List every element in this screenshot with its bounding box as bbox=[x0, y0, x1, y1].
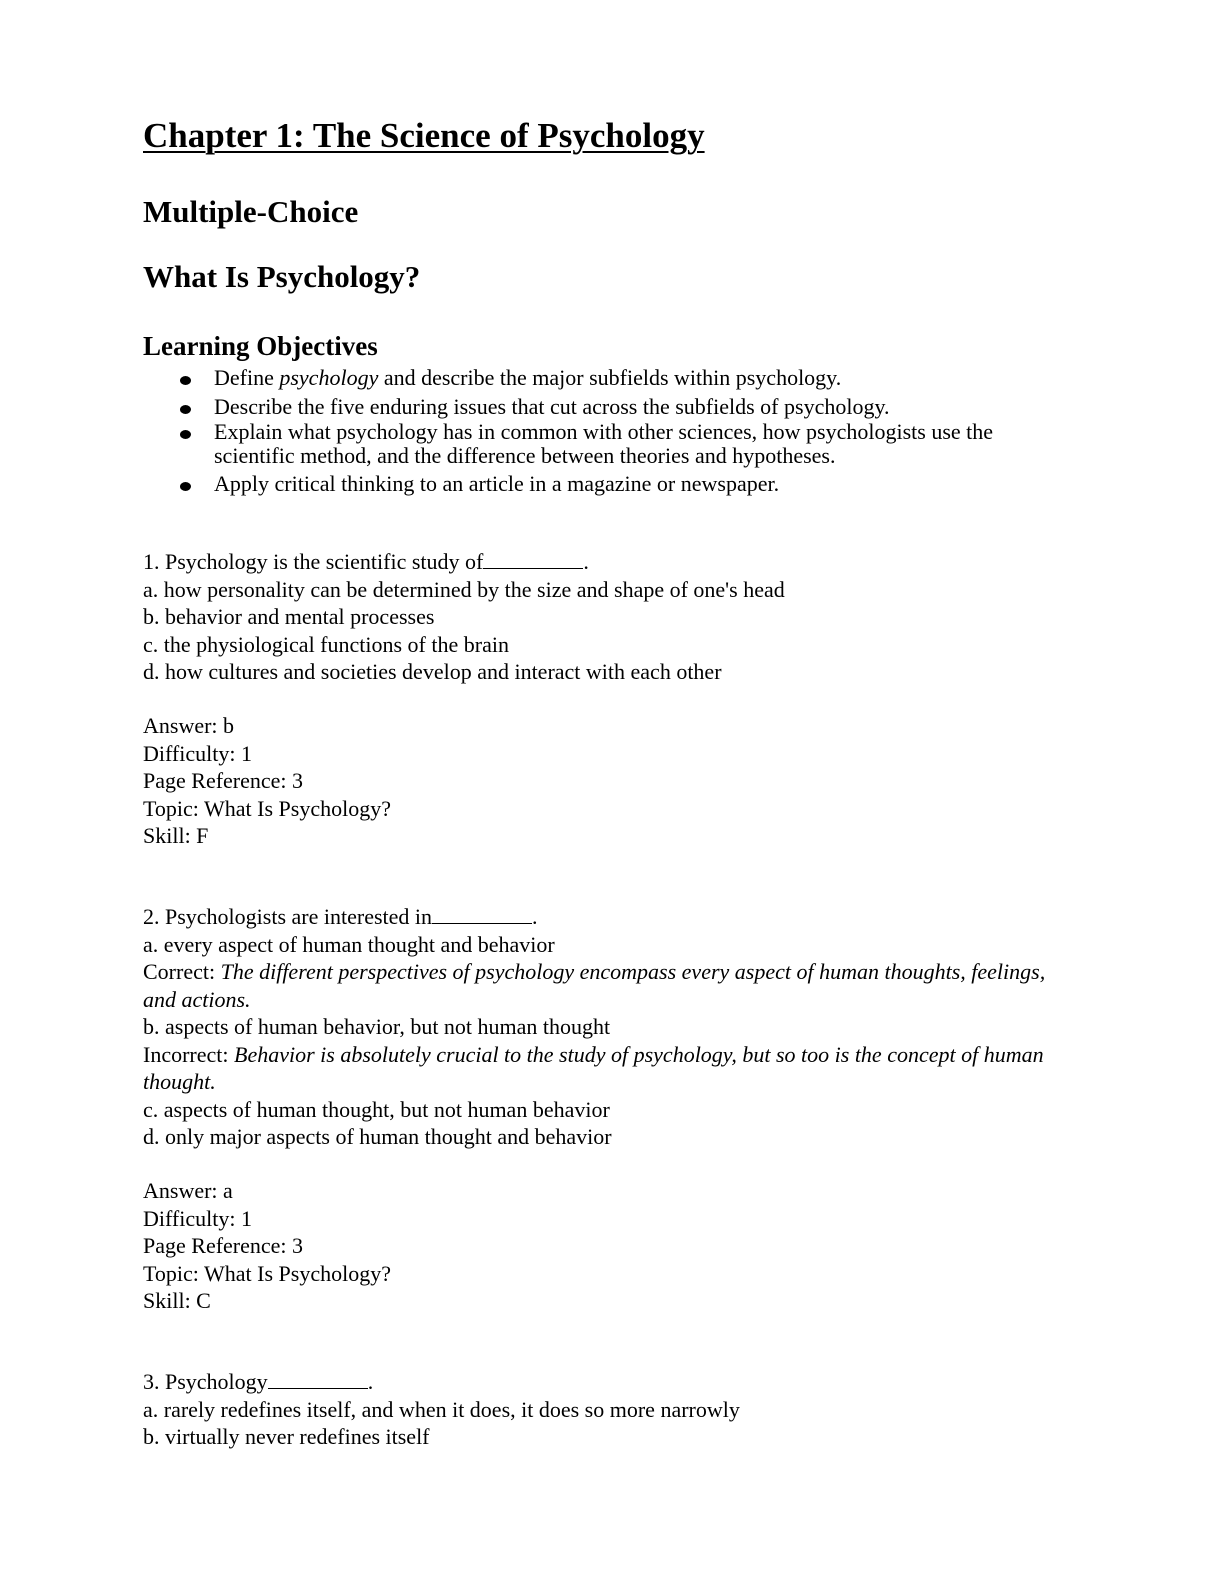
question-2 bbox=[143, 903, 1073, 1151]
objective-item: Explain what psychology has in common with other sciences, how psychologists use the scientific method, and the difference between theories and hypotheses. bbox=[143, 420, 1073, 468]
skill: Skill: C bbox=[143, 1288, 211, 1313]
question-1-meta bbox=[143, 712, 391, 850]
skill: Skill: F bbox=[143, 823, 209, 848]
question-2-meta bbox=[143, 1177, 391, 1315]
difficulty: Difficulty: 1 bbox=[143, 1205, 252, 1231]
option-d: d. how cultures and societies develop and interact with each other bbox=[143, 659, 722, 684]
subsection-heading: What Is Psychology? bbox=[143, 259, 421, 294]
chapter-title: Chapter 1: The Science of Psychology bbox=[143, 116, 705, 155]
question-stem: 1. Psychology is the scientific study of . bbox=[143, 549, 589, 574]
answer: Answer: a bbox=[143, 1178, 233, 1203]
learning-objectives-heading: Learning Objectives bbox=[143, 331, 378, 361]
learning-objectives-list bbox=[143, 366, 1073, 496]
correct-feedback: Correct: The different perspectives of psychology encompass every aspect of human thoughts, feelings, and actions. bbox=[143, 959, 1046, 1012]
option-a: a. every aspect of human thought and behavior bbox=[143, 931, 555, 957]
option-c: c. aspects of human thought, but not human behavior bbox=[143, 1096, 610, 1122]
option-d: d. only major aspects of human thought and behavior bbox=[143, 1124, 612, 1149]
answer: Answer: b bbox=[143, 713, 235, 738]
option-a: a. rarely redefines itself, and when it does, it does so more narrowly bbox=[143, 1396, 740, 1422]
answer-blank bbox=[432, 905, 532, 924]
topic: Topic: What Is Psychology? bbox=[143, 795, 391, 821]
bullet-icon bbox=[180, 430, 191, 439]
topic: Topic: What Is Psychology? bbox=[143, 1260, 391, 1286]
objective-item: Define psychology and describe the major subfields within psychology. bbox=[143, 366, 1073, 390]
bullet-icon bbox=[180, 405, 191, 414]
option-a: a. how personality can be determined by the size and shape of one's head bbox=[143, 576, 785, 602]
option-c: c. the physiological functions of the brain bbox=[143, 631, 509, 657]
option-b: b. behavior and mental processes bbox=[143, 604, 435, 629]
option-b: b. aspects of human behavior, but not human thought bbox=[143, 1014, 611, 1039]
question-1 bbox=[143, 548, 1073, 686]
incorrect-feedback: Incorrect: Behavior is absolutely crucial to the study of psychology, but so too is the concept of human thought. bbox=[143, 1041, 1044, 1094]
question-3 bbox=[143, 1368, 1073, 1451]
answer-blank bbox=[483, 550, 583, 569]
difficulty: Difficulty: 1 bbox=[143, 740, 252, 766]
objective-item: Describe the five enduring issues that cut across the subfields of psychology. bbox=[143, 395, 1073, 419]
bullet-icon bbox=[180, 376, 191, 385]
option-b: b. virtually never redefines itself bbox=[143, 1424, 430, 1449]
objective-item: Apply critical thinking to an article in a magazine or newspaper. bbox=[143, 472, 1073, 496]
page-reference: Page Reference: 3 bbox=[143, 1233, 304, 1258]
section-heading: Multiple-Choice bbox=[143, 194, 359, 229]
bullet-icon bbox=[180, 482, 191, 491]
page-reference: Page Reference: 3 bbox=[143, 768, 304, 793]
answer-blank bbox=[268, 1370, 368, 1389]
question-stem: 3. Psychology . bbox=[143, 1369, 374, 1394]
question-stem: 2. Psychologists are interested in . bbox=[143, 904, 538, 929]
